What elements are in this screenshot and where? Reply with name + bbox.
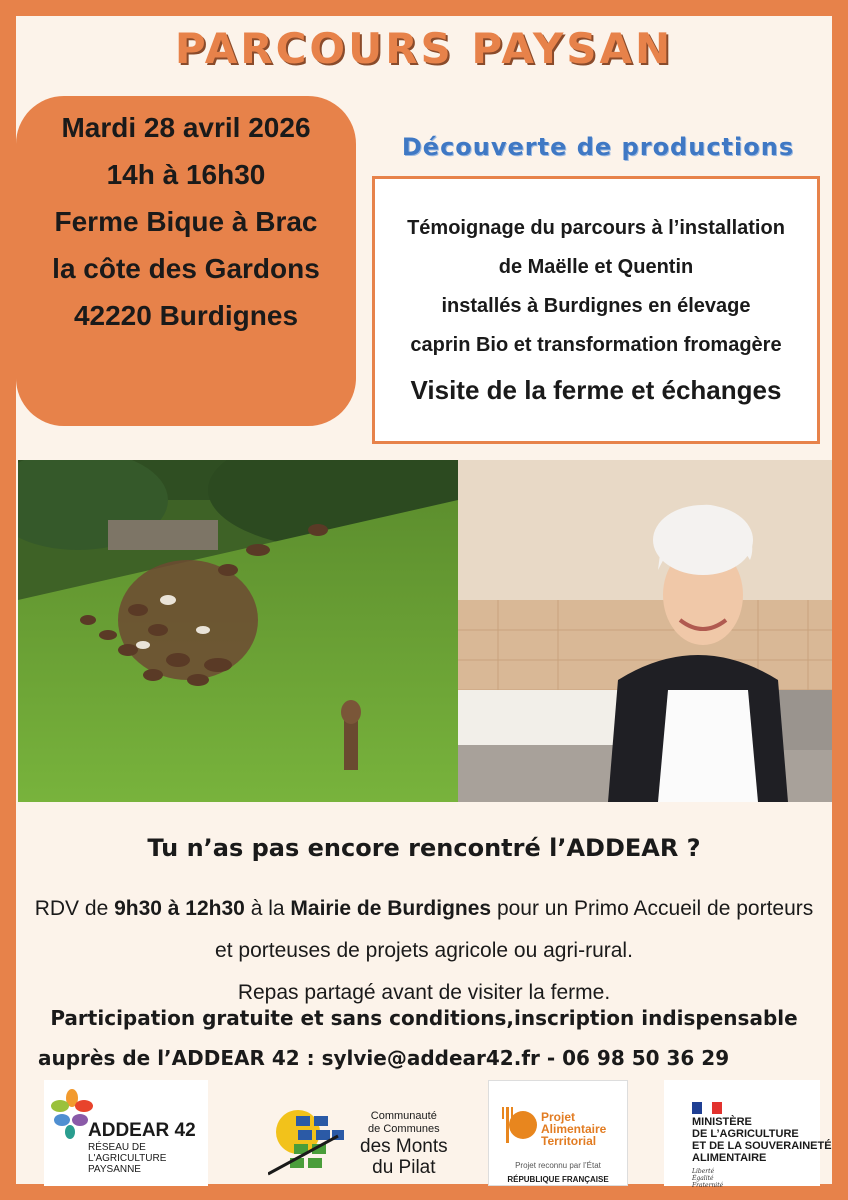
pat-logo xyxy=(488,1080,628,1186)
contact-text: auprès de l’ADDEAR 42 : sylvie@addear42.fr - 06 98 50 36 29 xyxy=(38,1046,730,1070)
rdv-paragraph xyxy=(26,888,822,1014)
goats-photo xyxy=(18,460,458,802)
flyer-page xyxy=(16,16,832,1189)
description-line: installés à Burdignes en élevage xyxy=(441,295,751,317)
pat-republique: RÉPUBLIQUE FRANÇAISE xyxy=(507,1175,609,1184)
pat-recognition: Projet reconnu par l’État xyxy=(515,1161,601,1170)
description-line: Témoignage du parcours à l’installation xyxy=(407,217,785,239)
subtitle: Découverte de productions xyxy=(401,133,795,161)
ministere-devise: Liberté Égalité Fraternité xyxy=(692,1168,724,1189)
ccmp-text: Communauté de Communes des Monts du Pilat xyxy=(360,1110,448,1178)
ccmp-logo xyxy=(264,1080,454,1186)
addear-name: ADDEAR 42 xyxy=(88,1120,196,1141)
description-line: caprin Bio et transformation fromagère xyxy=(410,334,782,356)
participation-text: Participation gratuite et sans conditions,inscription indispensable xyxy=(50,1006,798,1030)
addear-question: Tu n’as pas encore rencontré l’ADDEAR ? xyxy=(147,834,701,862)
addear-logo xyxy=(44,1080,208,1186)
event-address: la côte des Gardons xyxy=(52,253,320,284)
meal-text: Repas partagé avant de visiter la ferme. xyxy=(237,981,611,1004)
flyer-title: PARCOURS PAYSAN xyxy=(174,24,674,73)
pat-name: Projet Alimentaire Territorial xyxy=(541,1110,607,1148)
event-city: 42220 Burdignes xyxy=(73,300,299,331)
addear-subtitle: RÉSEAU DE L'AGRICULTURE PAYSANNE xyxy=(88,1142,167,1175)
pilat-emblem-icon xyxy=(268,1106,356,1178)
ministere-logo xyxy=(664,1080,832,1189)
rdv-text: RDV de 9h30 à 12h30 à la Mairie de Burdignes pour un Primo Accueil de porteurs et porteuses de projets agricole ou agri-rural. xyxy=(34,897,814,962)
fork-icon xyxy=(501,1103,539,1147)
event-time: 14h à 16h30 xyxy=(106,159,266,190)
description-line: de Maëlle et Quentin xyxy=(498,256,694,278)
event-date: Mardi 28 avril 2026 xyxy=(61,112,311,143)
visit-line: Visite de la ferme et échanges xyxy=(410,375,782,405)
ministere-name: MINISTÈRE DE L’AGRICULTURE ET DE LA SOUVERAINETÉ ALIMENTAIRE xyxy=(692,1116,832,1164)
description-box xyxy=(372,176,820,444)
cheesemaker-photo xyxy=(458,460,832,802)
event-place: Ferme Bique à Brac xyxy=(54,206,318,237)
event-info-box xyxy=(16,96,356,426)
french-flag-icon xyxy=(692,1102,722,1114)
